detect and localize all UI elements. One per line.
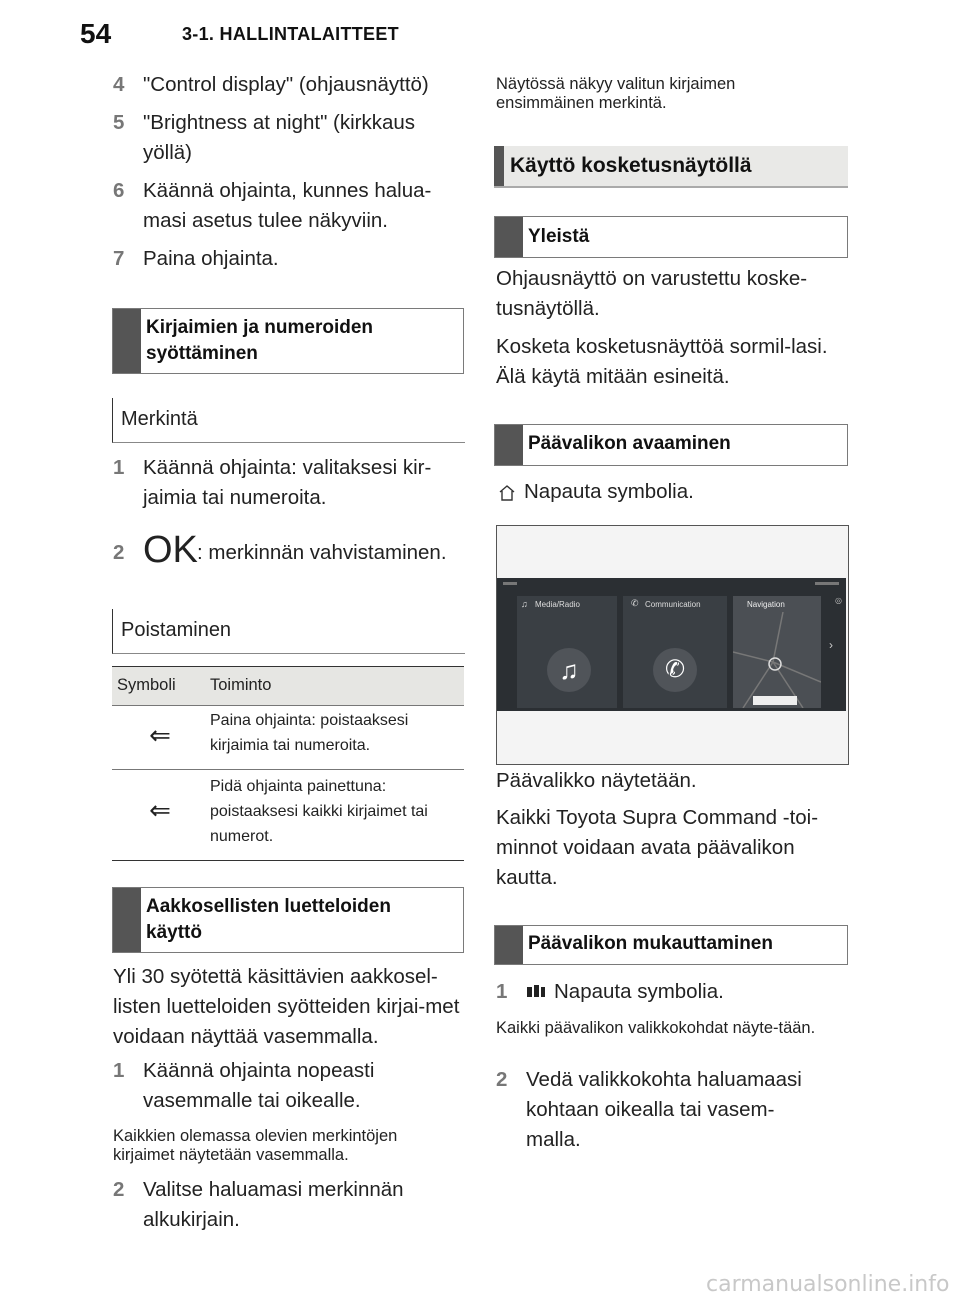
after-screen-text-1: Päävalikko näytetään. [496,769,697,792]
edit-menu-icon [526,984,546,1000]
step-4 [113,70,473,100]
yleista-paragraph-1: Ohjausnäyttö on varustettu koske-tusnäytöllä. [496,267,808,320]
heading-bar [113,888,141,952]
step-text: Käännä ohjainta nopeasti vasemmalle tai oikealle. [143,1059,375,1112]
heading-bar [495,217,523,257]
subheading-mukauttaminen [494,925,848,965]
music-note-icon: ♫ [521,599,528,609]
phone-icon: ✆ [631,598,639,608]
yleista-paragraph-2: Kosketa kosketusnäyttöä sormil-lasi. Älä käytä mitään esineitä. [496,335,828,388]
section-heading-touch [494,146,848,188]
step-number: 1 [496,980,508,1003]
tile-label: Communication [645,600,701,609]
watermark: carmanualsonline.info [706,1272,950,1297]
subheading-text: Päävalikon avaaminen [528,433,731,454]
instruction-text: Napauta symbolia. [524,480,694,503]
tile-communication[interactable] [623,596,727,708]
lists-step-1 [113,1056,453,1116]
merkinta-step-1 [113,453,453,513]
step-number: 2 [113,541,125,564]
home-icon [498,484,516,502]
backspace-arrow-icon: ⇐ [149,795,171,825]
step-text: Napauta symbolia. [554,980,724,1003]
table-row [112,769,464,859]
step-7 [113,244,453,274]
map-preview [733,612,821,708]
step-text: "Brightness at night" (kirkkaus yöllä) [143,111,416,164]
globe-icon: ◎ [835,596,842,605]
heading-bar [495,425,523,465]
subheading-yleista [494,216,848,258]
lists-note: Kaikkien olemassa olevien merkintöjen kirjaimet näytetään vasemmalla. [113,1127,398,1164]
step-6 [113,176,453,236]
column-header: Toiminto [210,676,272,694]
subheading-text: Poistaminen [121,619,232,641]
step-text: Käännä ohjainta: valitaksesi kir-jaimia tai numeroita. [143,456,432,509]
table-cell: Pidä ohjainta painettuna: poistaaksesi kaikki kirjaimet tai numerot. [210,778,428,845]
heading-bar [113,309,141,373]
step-number: 1 [113,456,125,479]
section-heading-text: Käyttö kosketusnäytöllä [510,154,752,177]
page-number: 54 [80,18,112,49]
table-header [112,667,464,705]
subheading-text: Merkintä [121,408,198,430]
tile-media-radio[interactable] [517,596,617,708]
step-number: 4 [113,73,125,96]
main-menu-screenshot [496,525,849,765]
heading-bar [495,926,523,964]
step-number: 2 [113,1178,125,1201]
note-first-entry: Näytössä näkyy valitun kirjaimen ensimmäinen merkintä. [496,75,736,112]
chapter-title: 3-1. HALLINTALAITTEET [182,24,399,44]
section-heading-text: Kirjaimien ja numeroiden syöttäminen [146,317,373,364]
section-heading-text: Aakkosellisten luetteloiden käyttö [146,896,391,943]
step-5 [113,108,453,168]
step-number: 7 [113,247,125,270]
heading-bar [494,146,504,186]
step-number: 5 [113,111,125,134]
music-note-icon: ♫ [547,648,591,692]
step-number: 1 [113,1059,125,1082]
section-heading-lists [112,887,464,953]
step-text: : merkinnän vahvistaminen. [197,541,447,564]
status-indicator [815,582,839,585]
lists-paragraph: Yli 30 syötettä käsittävien aakkosel-listen luetteloiden syötteiden kirjai-met voidaan näyttää vasemmalla. [113,965,460,1048]
subheading-avaaminen [494,424,848,466]
after-screen-text-2: Kaikki Toyota Supra Command -toi-minnot voidaan avata päävalikon kautta. [496,806,819,889]
tile-label: Media/Radio [535,600,580,609]
section-heading-letters [112,308,464,374]
step-text: Vedä valikkokohta haluamaasi kohtaan oikealla tai vasem-malla. [526,1068,802,1151]
table-cell: Paina ohjainta: poistaaksesi kirjaimia tai numeroita. [210,712,409,754]
column-header: Symboli [117,676,176,694]
phone-icon: ✆ [653,648,697,692]
step-number: 2 [496,1068,508,1091]
table-row [112,705,464,769]
subheading-merkinta [112,398,465,443]
screen-display [497,578,846,711]
status-indicator [503,582,517,585]
mukauttaminen-step-2 [496,1065,826,1155]
subheading-text: Päävalikon mukauttaminen [528,933,773,954]
mukauttaminen-note: Kaikki päävalikon valikkokohdat näyte-tään. [496,1019,816,1037]
step-text: Valitse haluamasi merkinnän alkukirjain. [143,1178,404,1231]
tile-label: Navigation [747,600,785,609]
step-number: 6 [113,179,125,202]
chevron-right-icon[interactable]: › [829,638,833,652]
subheading-poistaminen [112,609,465,654]
tile-navigation[interactable] [733,596,821,708]
delete-table [112,666,464,861]
step-text: "Control display" (ohjausnäyttö) [143,73,429,96]
lists-step-2 [113,1175,453,1235]
step-text: Paina ohjainta. [143,247,279,270]
backspace-arrow-icon: ⇐ [149,720,171,750]
step-text: Käännä ohjainta, kunnes halua-masi asetus tulee näkyviin. [143,179,432,232]
ok-symbol: OK [143,529,198,571]
subheading-text: Yleistä [528,226,590,247]
